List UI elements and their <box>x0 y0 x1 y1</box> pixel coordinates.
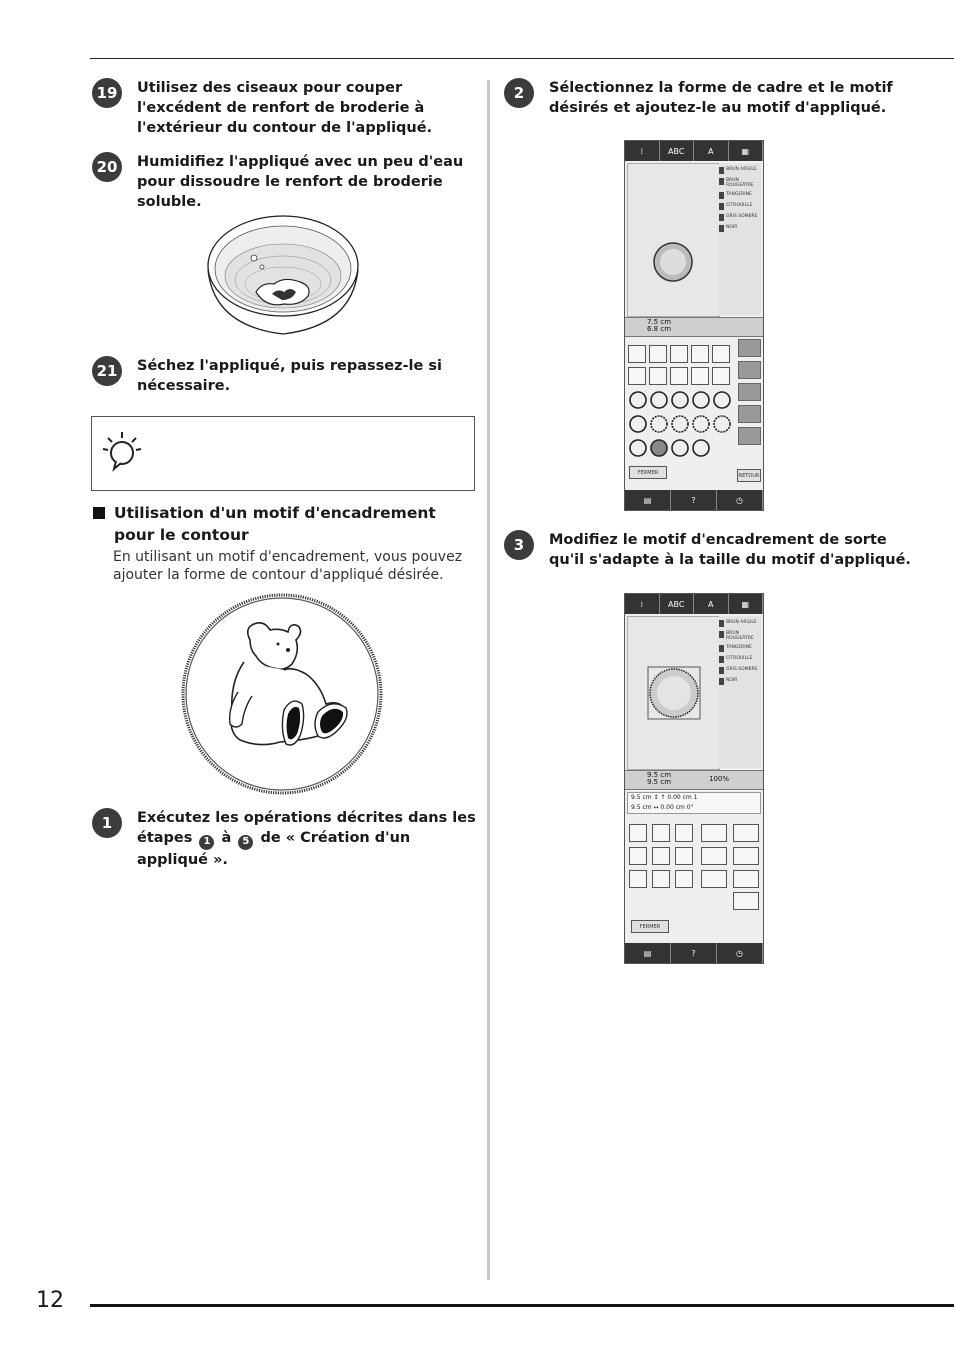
move-up-button[interactable] <box>652 824 670 842</box>
step-text-part: Exécutez les opérations décrites dans les étapes <box>137 810 476 846</box>
thread-color-item: NOIR <box>719 678 761 685</box>
top-rule <box>90 58 954 59</box>
step-1 <box>92 808 477 870</box>
square-bullet-icon <box>93 507 105 519</box>
size-button[interactable] <box>701 824 727 842</box>
side-edit-button[interactable] <box>738 383 761 401</box>
thread-color-item: TANGERINE <box>719 645 761 652</box>
machine-screen-frame-selection <box>624 140 764 511</box>
close-button[interactable]: FERMER <box>631 920 669 933</box>
thread-color-item: GRIS SOMBRE <box>719 667 761 674</box>
section-description: En utilisant un motif d'encadrement, vous pouvez ajouter la forme de contour d'appliqué désirée. <box>113 549 463 583</box>
pattern-size-readout: 7.5 cm 6.8 cm <box>647 318 672 333</box>
step-number-badge: 1 <box>92 808 122 838</box>
note-box <box>91 416 475 491</box>
frame-shape-button[interactable] <box>649 345 667 363</box>
size-button[interactable] <box>733 892 759 910</box>
thread-color-item: CITROUILLE <box>719 203 761 210</box>
move-right-button[interactable] <box>675 847 693 865</box>
help-icon[interactable]: ? <box>671 490 717 510</box>
move-up-left-button[interactable] <box>629 824 647 842</box>
thread-color-item: BRUN ROUGEÂTRE <box>719 178 761 188</box>
column-divider <box>487 80 490 1280</box>
bear-illustration <box>180 592 384 796</box>
note-icon <box>102 429 142 473</box>
memory-icon[interactable]: ▤ <box>625 943 671 963</box>
thread-color-item: NOIR <box>719 225 761 232</box>
move-left-button[interactable] <box>629 847 647 865</box>
edit-readout-row: 9.5 cm ↔ 0.00 cm 0° <box>631 804 694 811</box>
move-down-right-button[interactable] <box>675 870 693 888</box>
screen-bottom-bar <box>625 490 763 510</box>
step-ref-badge: 5 <box>238 835 253 850</box>
bear-thumbnail-icon <box>628 164 719 316</box>
edit-readout-panel <box>627 792 761 814</box>
help-icon[interactable]: ? <box>671 943 717 963</box>
step-number-badge: 20 <box>92 152 122 182</box>
move-down-left-button[interactable] <box>629 870 647 888</box>
tab-character[interactable]: ABC <box>660 594 695 614</box>
tab-character[interactable]: ABC <box>660 141 695 161</box>
step-number-badge: 2 <box>504 78 534 108</box>
step-text: Utilisez des ciseaux pour couper l'excédent de renfort de broderie à l'extérieur du contour de l'appliqué. <box>137 80 433 136</box>
step-text <box>137 808 477 870</box>
frame-shape-button[interactable] <box>712 345 730 363</box>
size-button[interactable] <box>733 870 759 888</box>
pattern-preview <box>627 163 720 317</box>
thread-color-item: BRUN ARGILE <box>719 167 761 174</box>
step-text-part: à <box>221 830 232 846</box>
section-title <box>93 502 478 546</box>
thread-color-item: BRUN ARGILE <box>719 620 761 627</box>
screen-top-tabs <box>625 141 763 161</box>
zoom-level[interactable]: 100% <box>709 775 730 783</box>
bear-in-frame-thumbnail-icon <box>628 617 719 769</box>
step-number-badge: 3 <box>504 530 534 560</box>
settings-icon[interactable]: ◷ <box>717 943 763 963</box>
side-edit-button[interactable] <box>738 405 761 423</box>
bottom-rule <box>90 1304 954 1307</box>
frame-shape-button[interactable] <box>649 367 667 385</box>
tab-font[interactable]: A <box>694 141 729 161</box>
step-text: Modifiez le motif d'encadrement de sorte qu'il s'adapte à la taille du motif d'appliqué. <box>549 532 911 568</box>
step-text-part: de « Création d'un appliqué ». <box>137 830 411 868</box>
frame-shape-button[interactable] <box>670 367 688 385</box>
settings-icon[interactable]: ◷ <box>717 490 763 510</box>
thread-color-list <box>719 616 761 768</box>
tab-embroidery[interactable]: ▦ <box>729 594 764 614</box>
step-text: Sélectionnez la forme de cadre et le motif désirés et ajoutez-le au motif d'appliqué. <box>549 80 893 116</box>
step-text: Séchez l'appliqué, puis repassez-le si nécessaire. <box>137 358 443 394</box>
tab-utility[interactable]: ⁞ <box>625 594 660 614</box>
step-number-badge: 21 <box>92 356 122 386</box>
frame-shape-button[interactable] <box>691 345 709 363</box>
thread-color-item: CITROUILLE <box>719 656 761 663</box>
tab-embroidery[interactable]: ▦ <box>729 141 764 161</box>
section-title-text: Utilisation d'un motif d'encadrement pour le contour <box>114 504 436 544</box>
bowl-illustration <box>204 214 362 340</box>
frame-shape-button[interactable] <box>691 367 709 385</box>
move-down-button[interactable] <box>652 870 670 888</box>
tab-font[interactable]: A <box>694 594 729 614</box>
pattern-preview <box>627 616 720 770</box>
size-button[interactable] <box>701 870 727 888</box>
frame-shape-button[interactable] <box>712 367 730 385</box>
close-button[interactable]: FERMER <box>629 466 667 479</box>
center-button[interactable] <box>652 847 670 865</box>
move-up-right-button[interactable] <box>675 824 693 842</box>
size-button[interactable] <box>701 847 727 865</box>
side-edit-button[interactable] <box>738 427 761 445</box>
thread-color-item: TANGERINE <box>719 192 761 199</box>
screen-top-tabs <box>625 594 763 614</box>
pattern-size-bar <box>625 770 763 790</box>
page-number: 12 <box>36 1288 64 1313</box>
pattern-size-readout: 9.5 cm 9.5 cm <box>647 771 672 786</box>
edit-readout-row: 9.5 cm ↕ ↑ 0.00 cm 1 <box>631 794 698 801</box>
frame-shape-button[interactable] <box>628 345 646 363</box>
frame-shape-button[interactable] <box>628 367 646 385</box>
frame-shape-button[interactable] <box>670 345 688 363</box>
size-button[interactable] <box>733 824 759 842</box>
machine-screen-frame-edit <box>624 593 764 964</box>
return-button[interactable]: RETOUR <box>737 469 761 482</box>
memory-icon[interactable]: ▤ <box>625 490 671 510</box>
step-text: Humidifiez l'appliqué avec un peu d'eau pour dissoudre le renfort de broderie soluble. <box>137 154 464 210</box>
step-20 <box>92 152 477 212</box>
pattern-size-bar <box>625 317 763 337</box>
section-header <box>93 502 478 584</box>
step-21 <box>92 356 477 396</box>
thread-color-item: GRIS SOMBRE <box>719 214 761 221</box>
tab-utility[interactable]: ⁞ <box>625 141 660 161</box>
thread-color-list <box>719 163 761 315</box>
side-edit-button[interactable] <box>738 339 761 357</box>
size-button[interactable] <box>733 847 759 865</box>
step-19 <box>92 78 477 138</box>
step-2 <box>504 78 924 118</box>
thread-color-item: BRUN ROUGEÂTRE <box>719 631 761 641</box>
step-ref-badge: 1 <box>199 835 214 850</box>
step-3 <box>504 530 924 570</box>
frame-motif-grid[interactable] <box>628 389 732 461</box>
side-edit-button[interactable] <box>738 361 761 379</box>
step-number-badge: 19 <box>92 78 122 108</box>
screen-bottom-bar <box>625 943 763 963</box>
